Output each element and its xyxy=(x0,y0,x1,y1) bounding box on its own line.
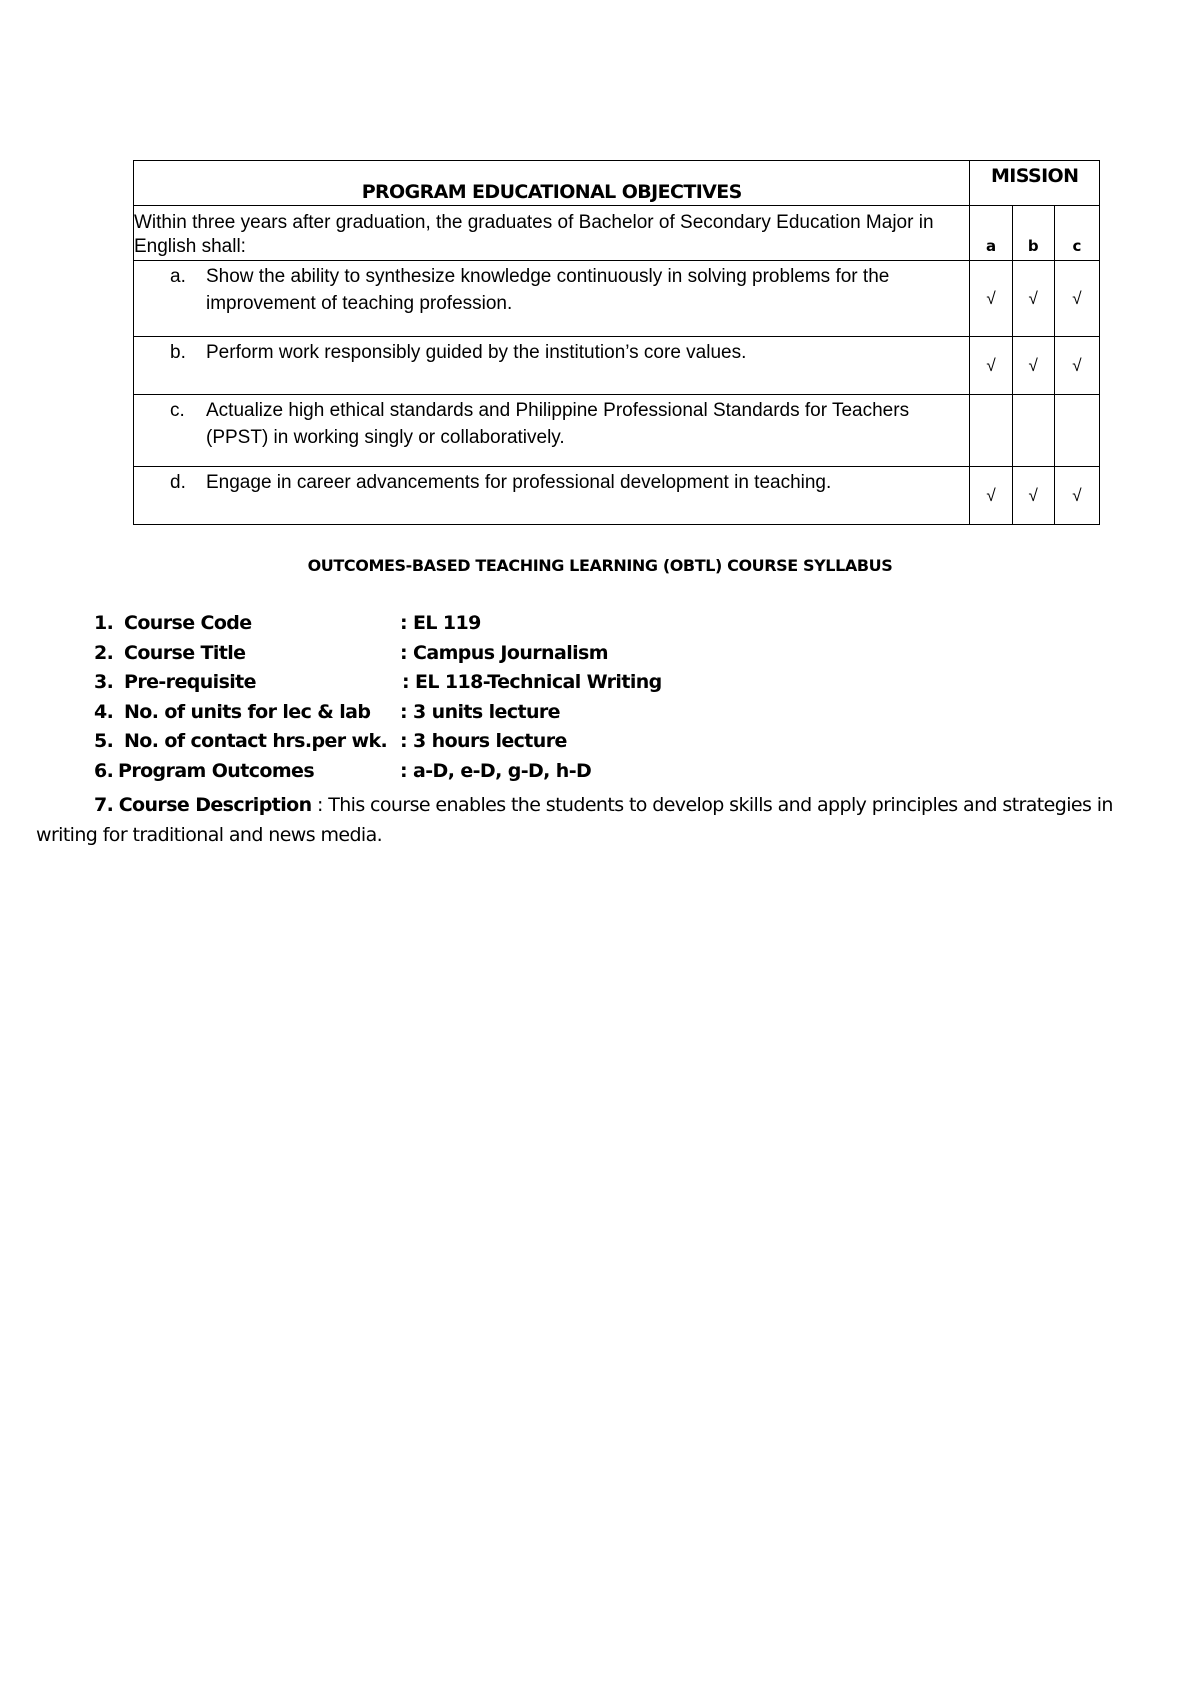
item-number: 5. xyxy=(94,730,114,752)
objective-row xyxy=(134,261,1100,337)
objective-text: Show the ability to synthesize knowledge continuously in solving problems for the improvement of teaching profession. xyxy=(206,266,890,314)
objective-text: Perform work responsibly guided by the institution’s core values. xyxy=(206,342,747,363)
item-number: 2. xyxy=(94,642,114,664)
item-number: 3. xyxy=(94,671,114,693)
course-description xyxy=(36,790,1176,850)
check-mark: √ xyxy=(1054,261,1099,337)
item-number: 6. xyxy=(94,760,114,782)
description-text: : This course enables the students to develop skills and apply principles and strategies in writing for traditional and news media. xyxy=(36,794,1113,846)
item-label: No. of contact hrs.per wk. xyxy=(124,730,388,752)
mission-col-a: a xyxy=(970,206,1012,261)
mission-col-b: b xyxy=(1012,206,1054,261)
item-value: : 3 hours lecture xyxy=(400,730,567,752)
objective-row xyxy=(134,395,1100,467)
item-label: Course Description xyxy=(118,794,312,816)
objectives-intro: Within three years after graduation, the graduates of Bachelor of Secondary Education Major in English shall: xyxy=(134,206,970,261)
check-mark: √ xyxy=(1012,261,1054,337)
objective-letter: b. xyxy=(170,342,186,363)
check-mark: √ xyxy=(970,337,1012,395)
check-mark: √ xyxy=(1012,337,1054,395)
check-mark: √ xyxy=(1012,467,1054,525)
check-mark: √ xyxy=(1054,337,1099,395)
check-mark: √ xyxy=(970,467,1012,525)
item-label: Course Title xyxy=(124,642,246,664)
check-mark: √ xyxy=(970,261,1012,337)
objective-text: Engage in career advancements for professional development in teaching. xyxy=(206,472,832,493)
objective-letter: a. xyxy=(170,266,186,287)
objective-text: Actualize high ethical standards and Philippine Professional Standards for Teachers (PPST) in working singly or collaboratively. xyxy=(206,400,910,448)
program-objectives-table xyxy=(133,160,1100,525)
item-value: : EL 118-Technical Writing xyxy=(402,671,662,693)
objective-letter: c. xyxy=(170,400,185,421)
item-number: 7. xyxy=(94,794,114,816)
objective-letter: d. xyxy=(170,472,186,493)
item-value: : EL 119 xyxy=(400,612,481,634)
syllabus-title: OUTCOMES-BASED TEACHING LEARNING (OBTL) COURSE SYLLABUS xyxy=(307,556,893,575)
objective-row xyxy=(134,467,1100,525)
item-label: No. of units for lec & lab xyxy=(124,701,371,723)
mission-header: MISSION xyxy=(970,161,1100,206)
item-value: : Campus Journalism xyxy=(400,642,608,664)
objectives-header: PROGRAM EDUCATIONAL OBJECTIVES xyxy=(134,161,970,206)
mission-col-c: c xyxy=(1054,206,1099,261)
item-label: Program Outcomes xyxy=(118,760,315,782)
check-mark: √ xyxy=(1054,467,1099,525)
check-mark xyxy=(1012,395,1054,467)
objective-row xyxy=(134,337,1100,395)
check-mark xyxy=(1054,395,1099,467)
item-value: : a-D, e-D, g-D, h-D xyxy=(400,760,592,782)
item-label: Pre-requisite xyxy=(124,671,256,693)
item-value: : 3 units lecture xyxy=(400,701,560,723)
item-number: 4. xyxy=(94,701,114,723)
item-label: Course Code xyxy=(124,612,252,634)
check-mark xyxy=(970,395,1012,467)
item-number: 1. xyxy=(94,612,114,634)
